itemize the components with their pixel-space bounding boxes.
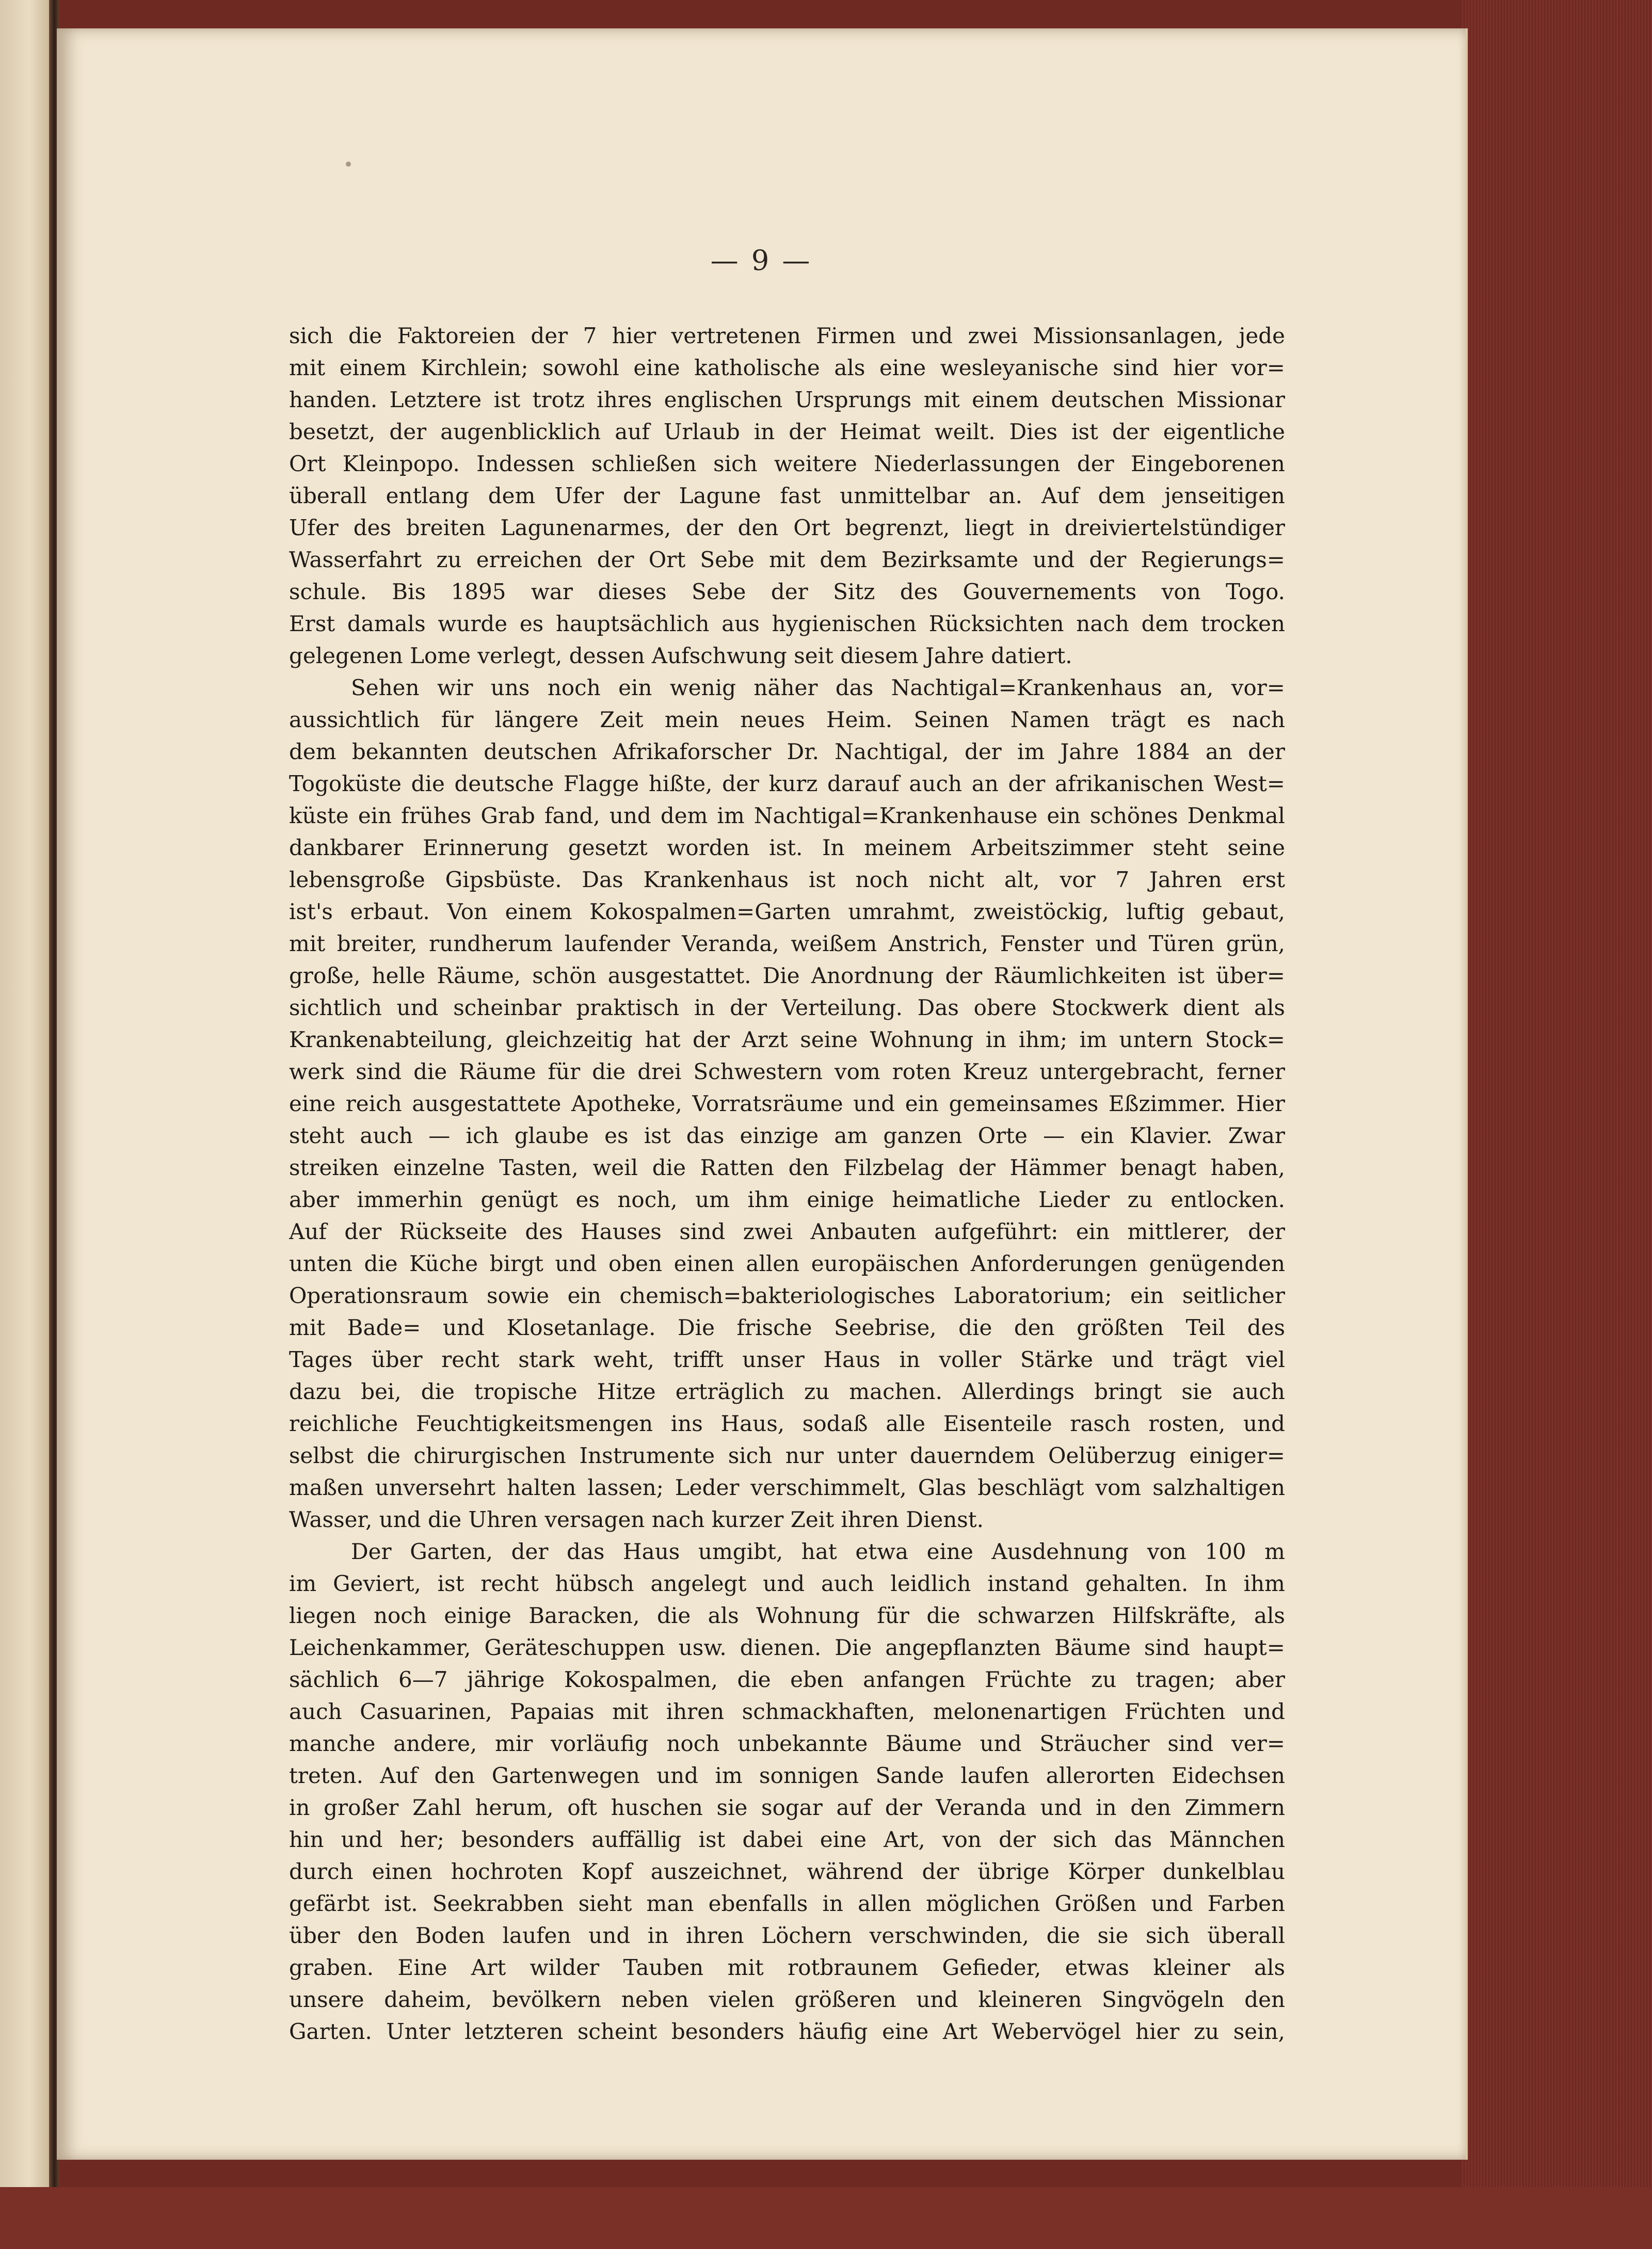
- text-line: gelegenen Lome verlegt, dessen Aufschwung seit diesem Jahre datiert.: [289, 643, 1072, 668]
- text-line: Togoküste die deutsche Flagge hißte, der kurz darauf auch an der afrikanischen West=: [289, 771, 1285, 796]
- text-line: Ufer des breiten Lagunenarmes, der den Ort begrenzt, liegt in dreiviertelstündiger: [289, 515, 1285, 540]
- text-line: überall entlang dem Ufer der Lagune fast unmittelbar an. Auf dem jenseitigen: [289, 483, 1285, 508]
- text-line: dazu bei, die tropische Hitze erträglich zu machen. Allerdings bringt sie auch: [289, 1379, 1285, 1404]
- text-line: Tages über recht stark weht, trifft unser Haus in voller Stärke und trägt viel: [289, 1347, 1285, 1372]
- text-line: in großer Zahl herum, oft huschen sie sogar auf der Veranda und in den Zimmern: [289, 1795, 1285, 1820]
- text-line: große, helle Räume, schön ausgestattet. Die Anordnung der Räumlichkeiten ist über=: [289, 963, 1285, 988]
- text-line: Wasser, und die Uhren versagen nach kurzer Zeit ihren Dienst.: [289, 1507, 984, 1532]
- text-line: Operationsraum sowie ein chemisch=bakteriologisches Laboratorium; ein seitlicher: [289, 1283, 1285, 1308]
- text-line: Auf der Rückseite des Hauses sind zwei Anbauten aufgeführt: ein mittlerer, der: [289, 1219, 1285, 1244]
- text-line: mit Bade= und Klosetanlage. Die frische Seebrise, die den größten Teil des: [289, 1315, 1285, 1340]
- text-line: reichliche Feuchtigkeitsmengen ins Haus, sodaß alle Eisenteile rasch rosten, und: [289, 1411, 1285, 1436]
- text-line: Ort Kleinpopo. Indessen schließen sich weitere Niederlassungen der Eingeborenen: [289, 451, 1285, 476]
- text-line: selbst die chirurgischen Instrumente sich nur unter dauerndem Oelüberzug einiger=: [289, 1443, 1285, 1468]
- page-number: — 9 —: [710, 244, 812, 277]
- text-line: dankbarer Erinnerung gesetzt worden ist. In meinem Arbeitszimmer steht seine: [289, 835, 1285, 860]
- text-line: mit breiter, rundherum laufender Veranda, weißem Anstrich, Fenster und Türen grün,: [289, 931, 1285, 956]
- text-line: Der Garten, der das Haus umgibt, hat etwa eine Ausdehnung von 100 m: [351, 1539, 1285, 1564]
- text-line: Sehen wir uns noch ein wenig näher das Nachtigal=Krankenhaus an, vor=: [351, 675, 1285, 700]
- text-line: schule. Bis 1895 war dieses Sebe der Sitz des Gouvernements von Togo.: [289, 579, 1285, 604]
- text-line: eine reich ausgestattete Apotheke, Vorratsräume und ein gemeinsames Eßzimmer. Hier: [289, 1091, 1285, 1116]
- book-page: [57, 28, 1468, 2160]
- text-line: treten. Auf den Gartenwegen und im sonnigen Sande laufen allerorten Eidechsen: [289, 1763, 1285, 1788]
- text-line: mit einem Kirchlein; sowohl eine katholische als eine wesleyanische sind hier vor=: [289, 355, 1285, 380]
- text-line: Leichenkammer, Geräteschuppen usw. dienen. Die angepflanzten Bäume sind haupt=: [289, 1635, 1285, 1660]
- text-line: sich die Faktoreien der 7 hier vertretenen Firmen und zwei Missionsanlagen, jede: [289, 323, 1285, 348]
- text-line: ist's erbaut. Von einem Kokospalmen=Garten umrahmt, zweistöckig, luftig gebaut,: [289, 899, 1285, 924]
- text-line: sichtlich und scheinbar praktisch in der Verteilung. Das obere Stockwerk dient als: [289, 995, 1285, 1020]
- text-line: handen. Letztere ist trotz ihres englischen Ursprungs mit einem deutschen Missionar: [289, 387, 1285, 412]
- text-line: besetzt, der augenblicklich auf Urlaub in der Heimat weilt. Dies ist der eigentliche: [289, 419, 1285, 444]
- text-line: gefärbt ist. Seekrabben sieht man ebenfalls in allen möglichen Größen und Farben: [289, 1891, 1285, 1916]
- text-line: über den Boden laufen und in ihren Löchern verschwinden, die sie sich überall: [289, 1923, 1285, 1948]
- text-line: im Geviert, ist recht hübsch angelegt und auch leidlich instand gehalten. In ihm: [289, 1571, 1285, 1596]
- text-line: sächlich 6—7 jährige Kokospalmen, die eben anfangen Früchte zu tragen; aber: [289, 1667, 1285, 1692]
- body-text: [289, 320, 1285, 2048]
- text-line: hin und her; besonders auffällig ist dabei eine Art, von der sich das Männchen: [289, 1827, 1285, 1852]
- text-line: dem bekannten deutschen Afrikaforscher Dr. Nachtigal, der im Jahre 1884 an der: [289, 739, 1285, 764]
- paper-speck: [346, 162, 351, 167]
- text-line: auch Casuarinen, Papaias mit ihren schmackhaften, melonenartigen Früchten und: [289, 1699, 1285, 1724]
- text-line: aber immerhin genügt es noch, um ihm einige heimatliche Lieder zu entlocken.: [289, 1187, 1285, 1212]
- text-line: werk sind die Räume für die drei Schwestern vom roten Kreuz untergebracht, ferner: [289, 1059, 1285, 1084]
- text-line: aussichtlich für längere Zeit mein neues Heim. Seinen Namen trägt es nach: [289, 707, 1285, 732]
- book-cover-bottom: [0, 2187, 1652, 2249]
- text-line: Wasserfahrt zu erreichen der Ort Sebe mit dem Bezirksamte und der Regierungs=: [289, 547, 1285, 572]
- text-line: maßen unversehrt halten lassen; Leder verschimmelt, Glas beschlägt vom salzhaltigen: [289, 1475, 1285, 1500]
- text-line: unsere daheim, bevölkern neben vielen größeren und kleineren Singvögeln den: [289, 1987, 1285, 2012]
- text-line: Garten. Unter letzteren scheint besonders häufig eine Art Webervögel hier zu sein,: [289, 2019, 1285, 2044]
- book-cover-edge: [1461, 0, 1652, 2249]
- text-line: küste ein frühes Grab fand, und dem im Nachtigal=Krankenhause ein schönes Denkmal: [289, 803, 1285, 828]
- text-line: unten die Küche birgt und oben einen allen europäischen Anforderungen genügenden: [289, 1251, 1285, 1276]
- text-line: lebensgroße Gipsbüste. Das Krankenhaus ist noch nicht alt, vor 7 Jahren erst: [289, 867, 1285, 892]
- text-line: Krankenabteilung, gleichzeitig hat der Arzt seine Wohnung in ihm; im untern Stock=: [289, 1027, 1285, 1052]
- text-line: graben. Eine Art wilder Tauben mit rotbraunem Gefieder, etwas kleiner als: [289, 1955, 1285, 1980]
- text-line: liegen noch einige Baracken, die als Wohnung für die schwarzen Hilfskräfte, als: [289, 1603, 1285, 1628]
- text-line: manche andere, mir vorläufig noch unbekannte Bäume und Sträucher sind ver=: [289, 1731, 1285, 1756]
- left-facing-page: [0, 0, 49, 2249]
- text-line: steht auch — ich glaube es ist das einzige am ganzen Orte — ein Klavier. Zwar: [289, 1123, 1285, 1148]
- text-line: durch einen hochroten Kopf auszeichnet, während der übrige Körper dunkelblau: [289, 1859, 1285, 1884]
- text-line: streiken einzelne Tasten, weil die Ratten den Filzbelag der Hämmer benagt haben,: [289, 1155, 1285, 1180]
- text-line: Erst damals wurde es hauptsächlich aus hygienischen Rücksichten nach dem trocken: [289, 611, 1285, 636]
